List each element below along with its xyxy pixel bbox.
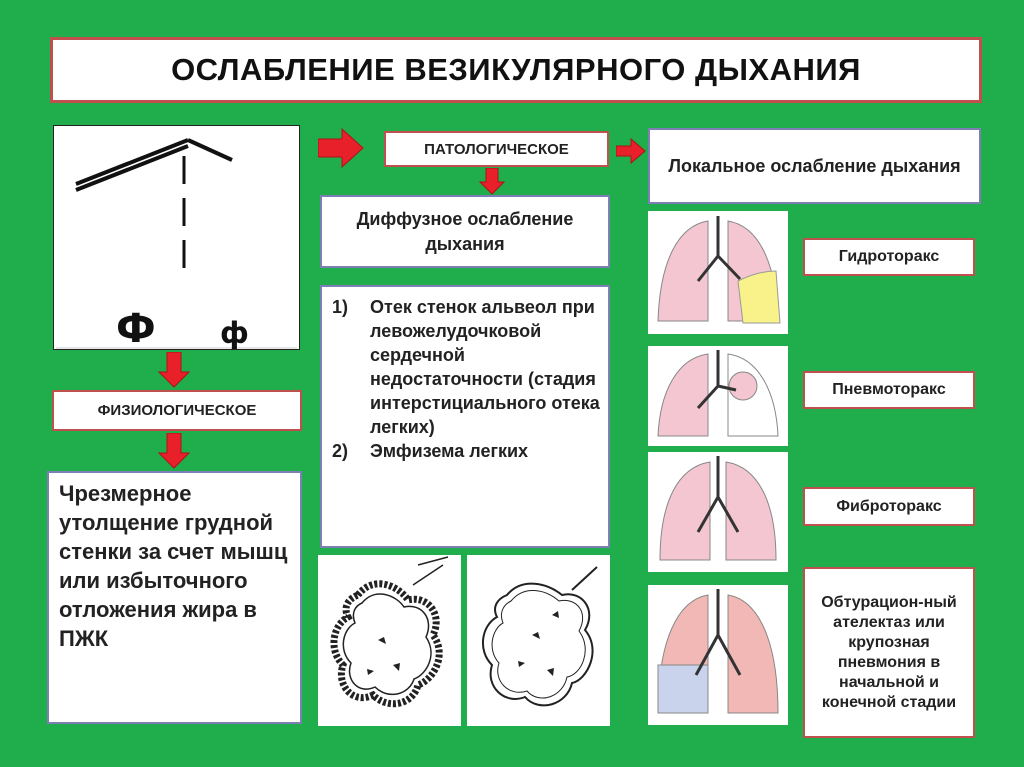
diffuse-weakening-label: Диффузное ослабление дыхания [320, 195, 610, 268]
physiological-description: Чрезмерное утолщение грудной стенки за счет мышц или избыточного отложения жира в ПЖК [47, 471, 302, 724]
diffuse-causes-list [320, 285, 610, 548]
list-number: 2) [332, 441, 349, 461]
loud-sound-glyph: Ф [116, 306, 156, 352]
list-item [332, 295, 600, 439]
pathological-label: ПАТОЛОГИЧЕСКОЕ [384, 131, 609, 167]
condition-atelectasis-pneumonia: Обтурацион-ный ателектаз или крупозная пневмония в начальной и конечной стадии [803, 567, 975, 738]
lung-pneumothorax-illustration [648, 346, 788, 446]
soft-sound-glyph: ф [220, 316, 249, 350]
sound-wave-drawing [54, 126, 299, 349]
alveolus-edema-illustration [318, 555, 461, 726]
page-title: ОСЛАБЛЕНИЕ ВЕЗИКУЛЯРНОГО ДЫХАНИЯ [50, 37, 982, 103]
sound-wave-diagram [53, 125, 300, 350]
local-weakening-label: Локальное ослабление дыхания [648, 128, 981, 204]
lung-fibrothorax-illustration [648, 452, 788, 572]
lung-atelectasis-illustration [648, 585, 788, 725]
list-number: 1) [332, 297, 349, 317]
list-text: Отек стенок альвеол при левожелудочковой сердечной недостаточности (стадия интерстициального отека легких) [370, 297, 600, 437]
condition-fibrothorax: Фиброторакс [803, 487, 975, 526]
list-text: Эмфизема легких [370, 441, 529, 461]
arrow-down-icon [158, 433, 190, 469]
list-item [332, 439, 600, 463]
arrow-down-icon [158, 352, 190, 388]
arrow-right-icon [318, 128, 364, 168]
alveolus-emphysema-illustration [467, 555, 610, 726]
arrow-down-icon [479, 168, 505, 195]
condition-pneumothorax: Пневмоторакс [803, 371, 975, 409]
condition-hydrothorax: Гидроторакс [803, 238, 975, 276]
arrow-right-icon [616, 138, 646, 164]
lung-hydrothorax-illustration [648, 211, 788, 334]
physiological-label: ФИЗИОЛОГИЧЕСКОЕ [52, 390, 302, 431]
